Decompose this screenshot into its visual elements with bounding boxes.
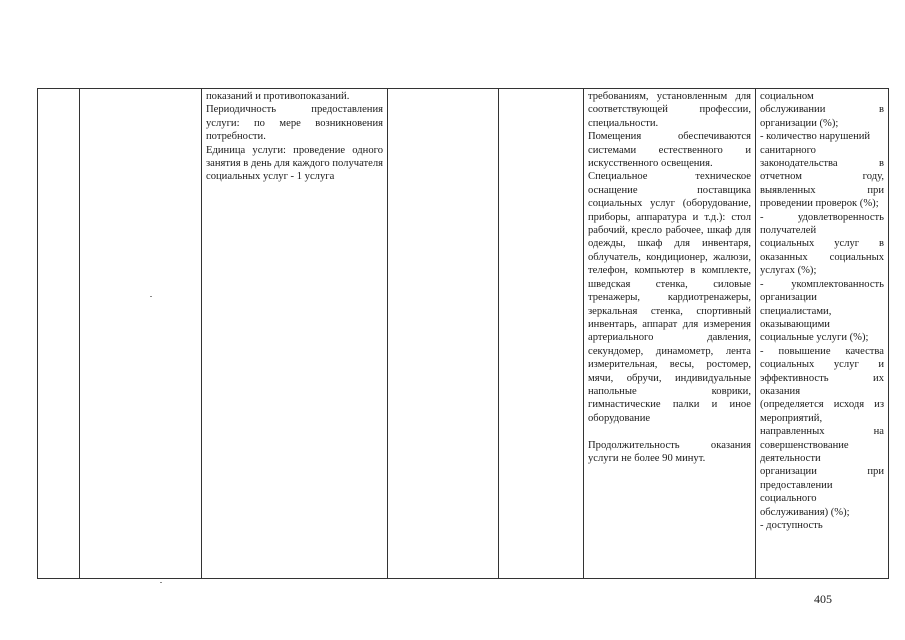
paragraph: - удовлетворенность получателей социальных услуг в оказанных социальных услугах (%); (760, 211, 884, 277)
paragraph: - доступность (760, 520, 823, 531)
paragraph: - укомплектованность организации специалистами, оказывающими социальные услуги (%); (760, 278, 884, 344)
paragraph: требованиям, установленным для соответствующей профессии, специальности. (588, 91, 751, 129)
paragraph: Периодичность предоставления услуги: по мере возникновения потребности. (206, 104, 383, 143)
paragraph: - количество нарушений санитарного законодательства в отчетном году, выявленных при проведении проверок (%); (760, 131, 884, 210)
table-cell-conditions (584, 89, 756, 579)
table-cell-quality-indicators (756, 89, 889, 579)
table-cell-number (38, 89, 80, 579)
table-cell-timing (388, 89, 499, 579)
paragraph: Продолжительность оказания услуги не более 90 минут. (588, 439, 751, 464)
paragraph: Специальное техническое оснащение поставщика социальных услуг (оборудование, приборы, аппаратура и т.д.): стол рабочий, кресло рабочее, шкаф для одежды, шкаф для инвентаря, облучатель, кондиционер, жалюзи, телефон, компьютер в комплекте, шведская стенка, силовые тренажеры, кардиотренажеры, зеркальная стенка, спортивный инвентарь, аппарат для измерения артериального давления, секундомер, динамометр, лента измерительная, весы, ростомер, мячи, обручи, индивидуальные напольные коврики, гимнастические палки и иное оборудование (588, 171, 751, 424)
table-row (38, 89, 889, 579)
paragraph: - повышение качества социальных услуг и эффективность их оказания (определяется исходя из мероприятий, направленных на совершенствование деятельности организации при предоставлении социального обслуживания) (%); (760, 345, 884, 518)
paragraph: социальном обслуживании в организации (%); (760, 91, 884, 129)
paragraph: Единица услуги: проведение одного занятия в день для каждого получателя социальных услуг - 1 услуга (206, 144, 383, 183)
paragraph-gap (588, 425, 751, 438)
paragraph: Помещения обеспечиваются системами естественного и искусственного освещения. (588, 131, 751, 170)
table-cell-service-description (202, 89, 388, 579)
table-cell-service-name (80, 89, 202, 579)
scan-speck (160, 582, 162, 583)
page-number: 405 (814, 592, 832, 606)
service-standard-table (37, 88, 889, 579)
table-cell-cost (499, 89, 584, 579)
scan-speck (150, 296, 152, 297)
paragraph: показаний и противопоказаний. (206, 91, 350, 102)
